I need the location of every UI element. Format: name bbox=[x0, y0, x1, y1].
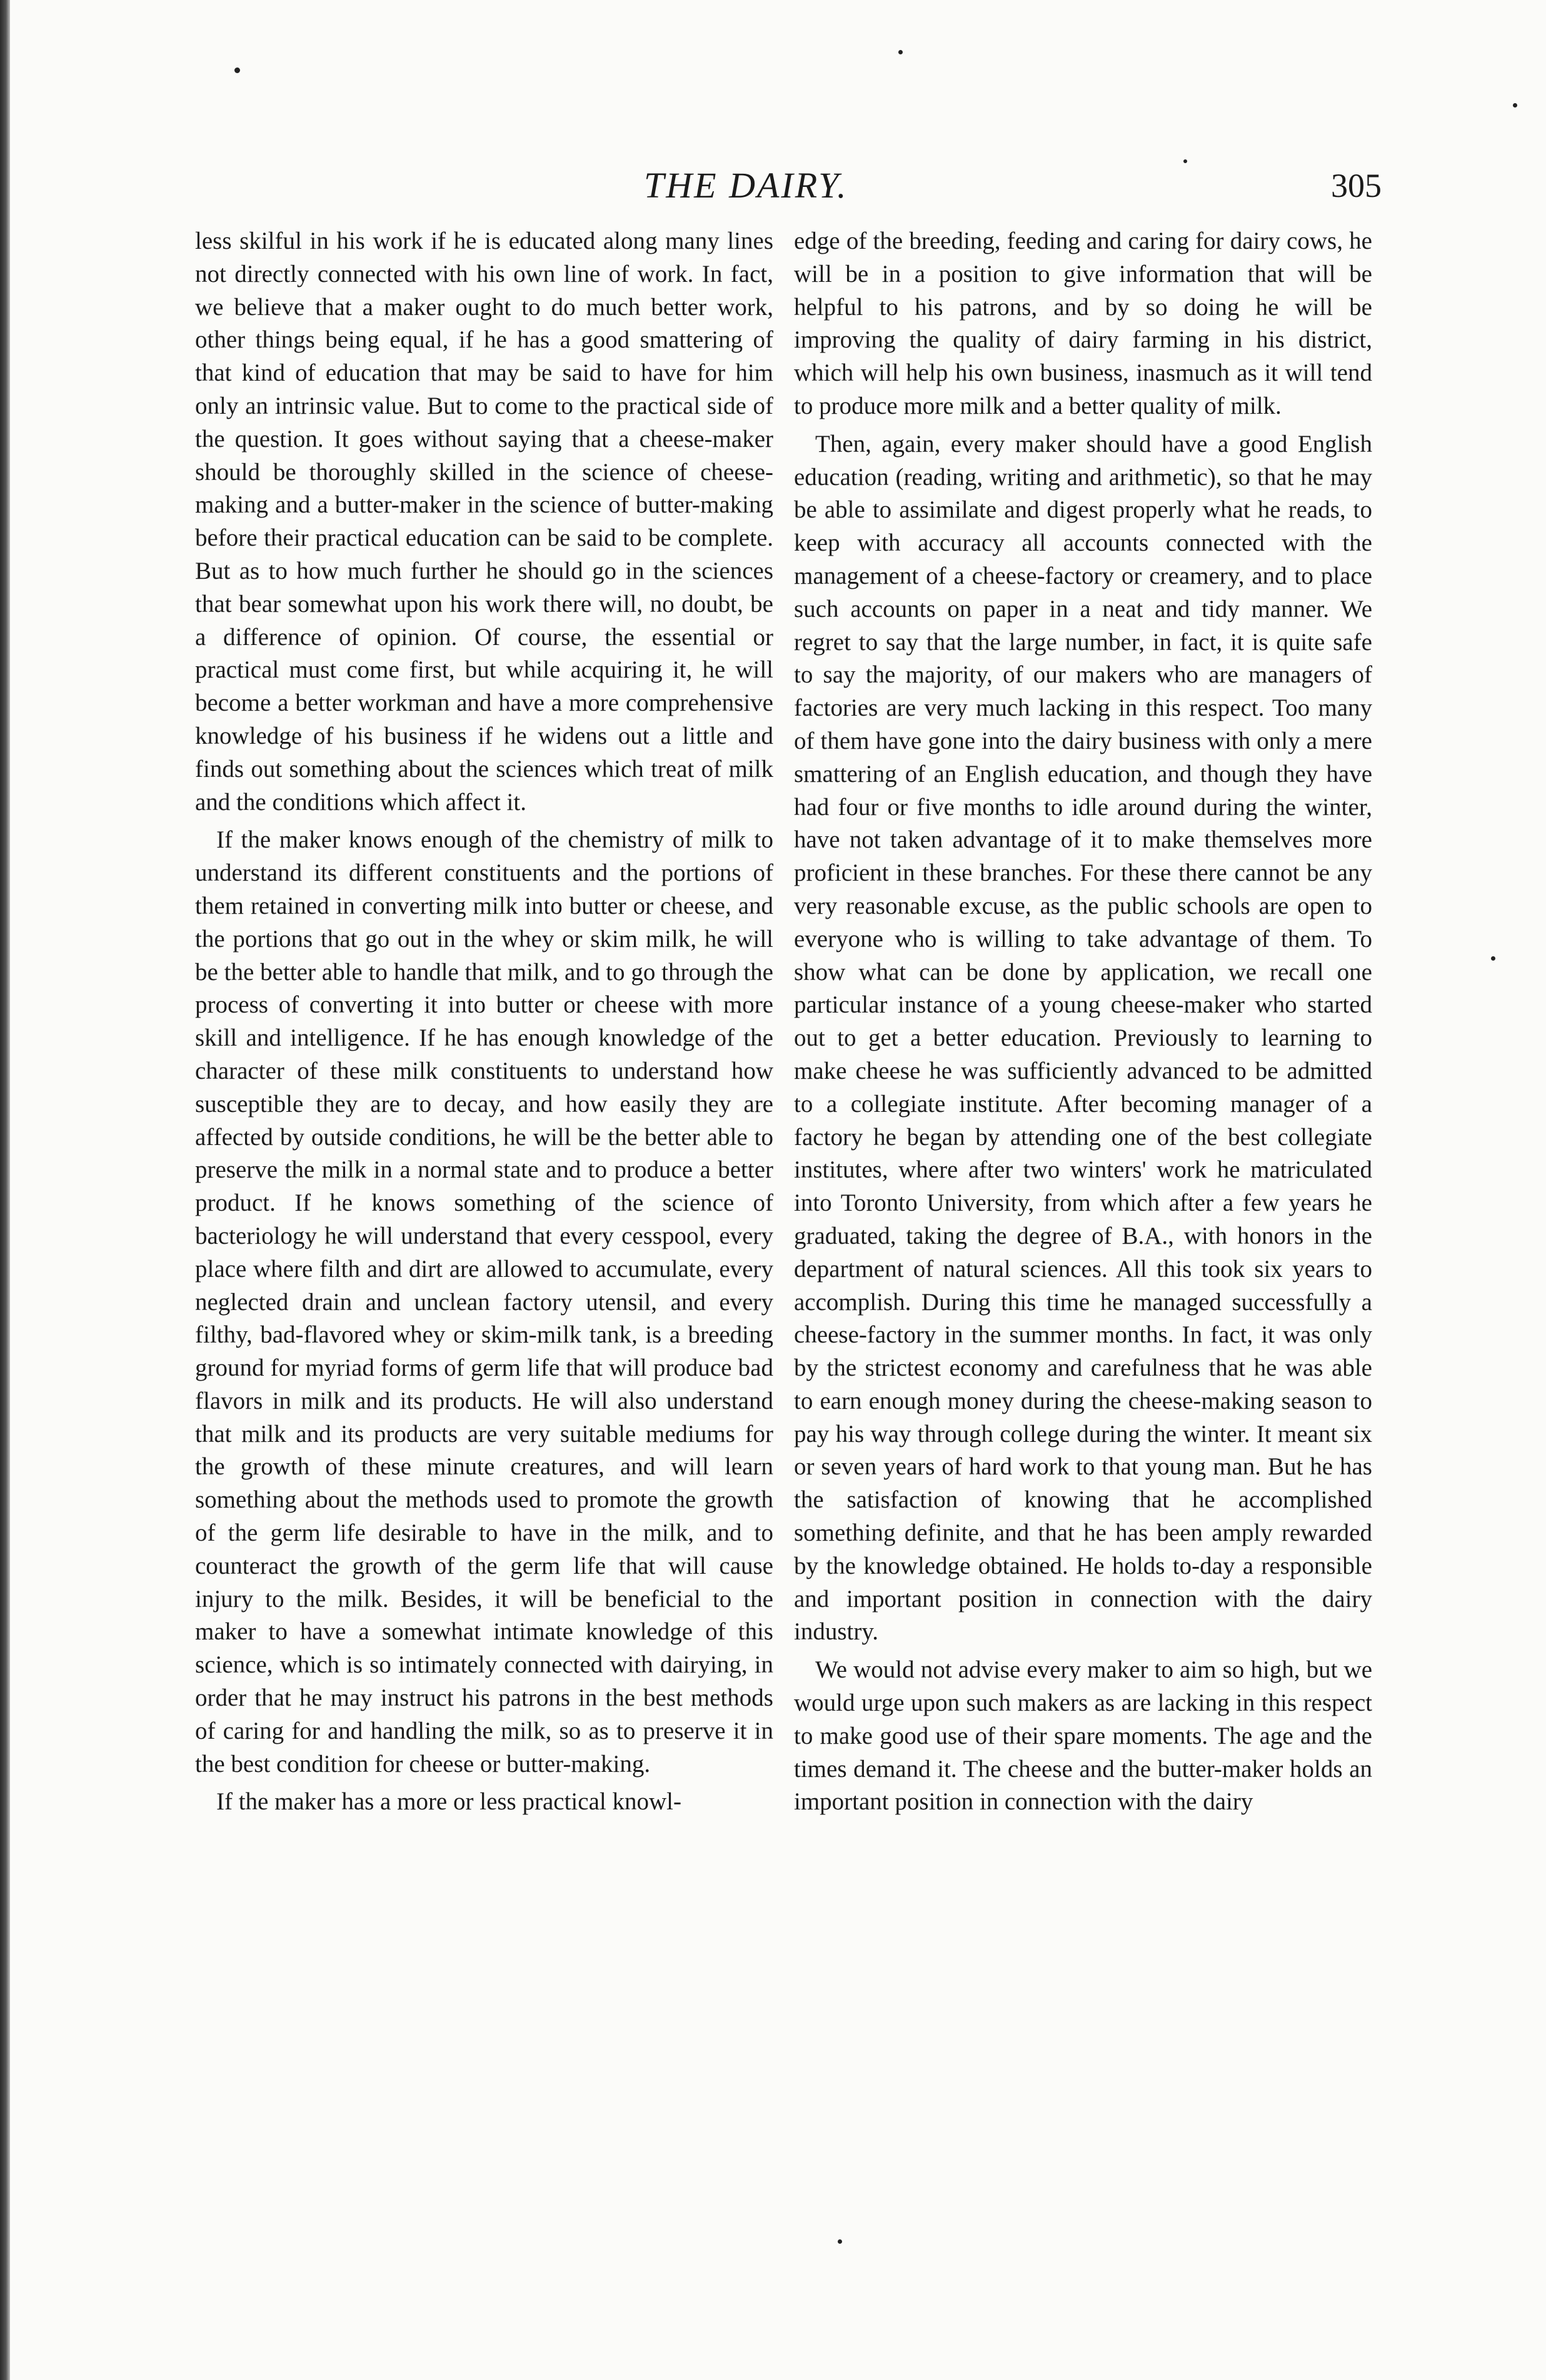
left-paragraph-1: less skilful in his work if he is educated along many lines not directly connected with his own line of work. In fact, we believe that a maker ought to do much better work, other things being equal, if he has a good smattering of that kind of education that may be said to have for him only an intrinsic value. But to come to the practical side of the question. It goes without saying that a cheese-maker should be thoroughly skilled in the science of cheese-making and a butter-maker in the science of butter-making before their practical education can be said to be complete. But as to how much further he should go in the sciences that bear somewhat upon his work there will, no doubt, be a difference of opinion. Of course, the essential or practical must come first, but while acquiring it, he will become a better workman and have a more comprehensive knowledge of his business if he widens out a little and finds out something about the sciences which treat of milk and the conditions which affect it. bbox=[195, 228, 773, 816]
page-header bbox=[194, 158, 1382, 214]
right-paragraph-2: Then, again, every maker should have a good English education (reading, writing and arithmetic), so that he may be able to assimilate and digest properly what he reads, to keep with accuracy all accounts connected with the management of a cheese-factory or creamery, and to place such accounts on paper in a neat and tidy manner. We regret to say that the large number, in fact, it is quite safe to say the majority, of our makers who are managers of factories are very much lacking in this respect. Too many of them have gone into the dairy business with only a mere smattering of an English education, and though they have had four or five months to idle around during the winter, have not taken advantage of it to make themselves more proficient in these branches. For these there cannot be any very reasonable excuse, as the public schools are open to everyone who is willing to take advantage of them. To show what can be done by application, we recall one particular instance of a young cheese-maker who started out to get a better education. Previously to learning to make cheese he was sufficiently advanced to be admitted to a collegiate institute. After becoming manager of a factory he began by attending one of the best collegiate institutes, where after two winters' work he matriculated into Toronto University, from which after a few years he graduated, taking the degree of B.A., with honors in the department of natural sciences. All this took six years to accomplish. During this time he managed successfully a cheese-factory in the summer months. In fact, it was only by the strictest economy and carefulness that he was able to earn enough money during the cheese-making season to pay his way through college during the winter. It meant six or seven years of hard work to that young man. But he has the satisfaction of knowing that he accomplished something definite, and that he has been amply rewarded by the knowledge obtained. He holds to-day a responsible and important position in connection with the dairy industry. bbox=[794, 430, 1372, 1646]
print-speck bbox=[234, 68, 240, 73]
left-paragraph-3: If the maker has a more or less practical knowl- bbox=[216, 1788, 681, 1816]
running-title: THE DAIRY. bbox=[644, 165, 848, 206]
right-column bbox=[794, 225, 1372, 1819]
right-paragraph-1: edge of the breeding, feeding and caring for dairy cows, he will be in a position to give information that will be helpful to his patrons, and by so doing he will be improving the quality of dairy farming in his district, which will help his own business, inasmuch as it will tend to produce more milk and a better quality of milk. bbox=[794, 228, 1372, 419]
page-spine-edge bbox=[0, 0, 10, 2380]
print-speck bbox=[1491, 956, 1495, 961]
print-speck bbox=[898, 50, 903, 54]
page-number: 305 bbox=[1331, 167, 1382, 204]
right-paragraph-3: We would not advise every maker to aim so high, but we would urge upon such makers as are lacking in this respect to make good use of their spare moments. The age and the times demand it. The cheese and the butter-maker holds an important position in connection with the dairy bbox=[794, 1656, 1372, 1816]
print-speck bbox=[1183, 159, 1187, 163]
left-paragraph-2: If the maker knows enough of the chemistry of milk to understand its different constituents and the portions of them retained in converting milk into butter or cheese, and the portions that go out in the whey or skim milk, he will be the better able to handle that milk, and to go through the process of converting it into butter or cheese with more skill and intelligence. If he has enough knowledge of the character of these milk constituents to understand how susceptible they are to decay, and how easily they are affected by outside conditions, he will be the better able to preserve the milk in a normal state and to produce a better product. If he knows something of the science of bacteriology he will understand that every cesspool, every place where filth and dirt are allowed to accumulate, every neglected drain and unclean factory utensil, and every filthy, bad-flavored whey or skim-milk tank, is a breeding ground for myriad forms of germ life that will produce bad flavors in milk and its products. He will also understand that milk and its products are very suitable mediums for the growth of these minute creatures, and will learn something about the methods used to promote the growth of the germ life desirable to have in the milk, and to counteract the growth of the germ life that will cause injury to the milk. Besides, it will be beneficial to the maker to have a somewhat intimate knowledge of this science, which is so intimately connected with dairying, in order that he may instruct his patrons in the best methods of caring for and handling the milk, so as to preserve it in the best condition for cheese or butter-making. bbox=[195, 826, 773, 1778]
print-speck bbox=[1513, 103, 1517, 108]
left-column bbox=[195, 225, 773, 1819]
print-speck bbox=[838, 2239, 842, 2244]
